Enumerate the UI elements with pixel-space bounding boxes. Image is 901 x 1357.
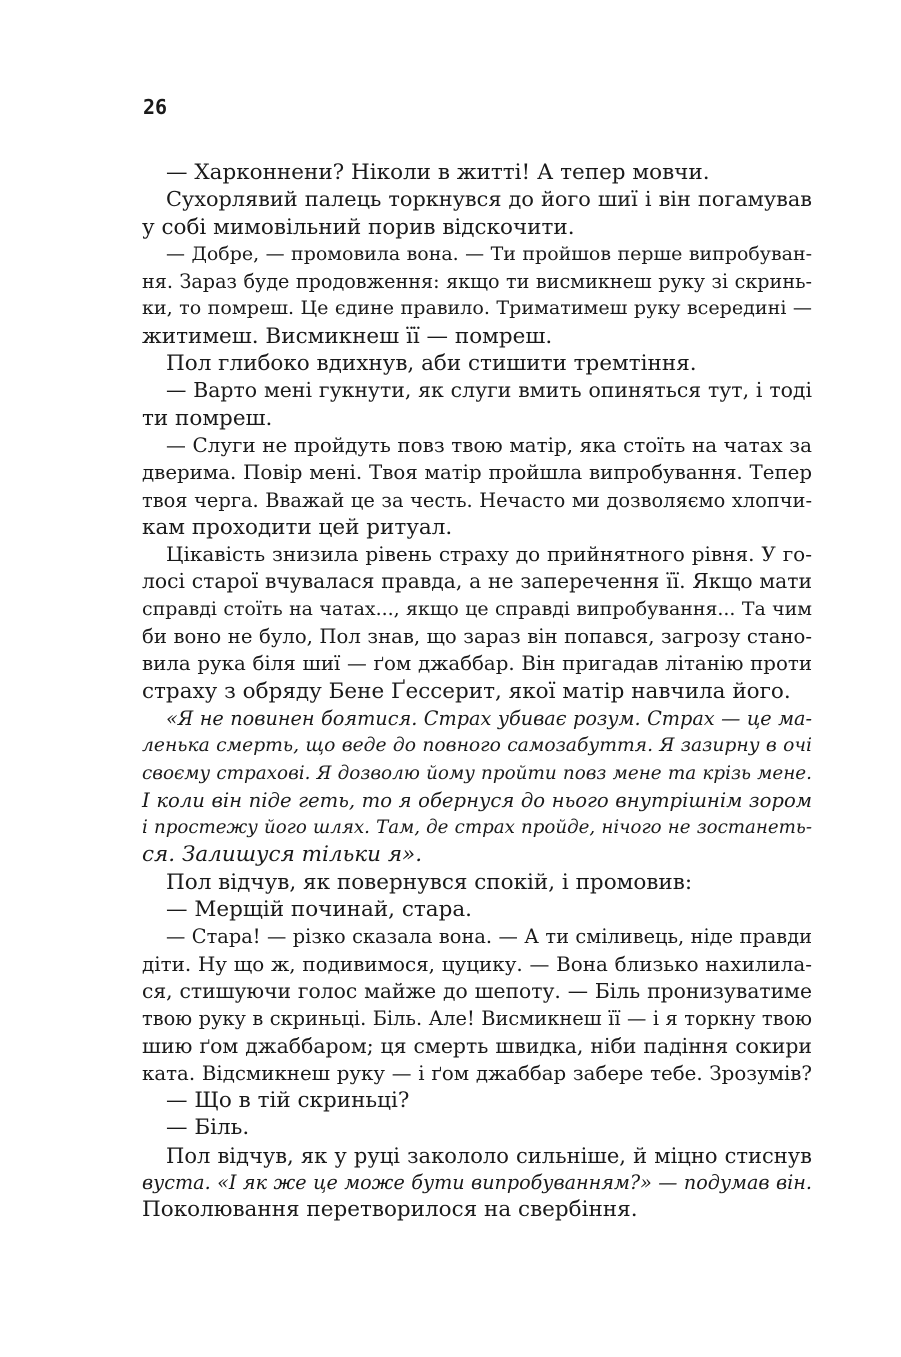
text-line: вила рука біля шиї — ґом джаббар. Він пригадав літанію проти bbox=[142, 652, 812, 676]
text-line: би воно не було, Пол знав, що зараз він попався, загрозу стано- bbox=[142, 625, 812, 649]
text-line: у собі мимовільний порив відскочити. bbox=[142, 214, 575, 240]
text-line: твоя черга. Вважай це за честь. Нечасто ми дозволяємо хлопчи- bbox=[142, 488, 812, 512]
text-line: лосі старої вчувалася правда, а не заперечення її. Якщо мати bbox=[142, 569, 812, 594]
text-line: ся, стишуючи голос майже до шепоту. — Біль пронизуватиме bbox=[142, 978, 812, 1003]
text-line: і простежу його шлях. Там, де страх пройде, нічого не зостанеть- bbox=[142, 817, 812, 839]
text-segment: » — подумав він. bbox=[640, 1170, 812, 1194]
text-line: — Біль. bbox=[166, 1115, 250, 1141]
text-line: — Що в тій скриньці? bbox=[166, 1088, 410, 1114]
text-line: дверима. Повір мені. Твоя матір пройшла випробування. Тепер bbox=[142, 461, 812, 485]
text-line: діти. Ну що ж, подивимося, цуцику. — Вона близько нахилила- bbox=[142, 952, 812, 976]
text-line: Сухорлявий палець торкнувся до його шиї і він погамував bbox=[166, 187, 812, 212]
text-line bbox=[142, 1169, 812, 1196]
text-segment: вуста. « bbox=[142, 1170, 229, 1194]
text-line: ти помреш. bbox=[142, 405, 273, 431]
text-line: — Харконнени? Ніколи в житті! А тепер мовчи. bbox=[166, 160, 710, 185]
text-line: твою руку в скриньці. Біль. Але! Висмикнеш її — і я торкну твою bbox=[142, 1007, 812, 1031]
text-line: — Варто мені гукнути, як слуги вмить опиняться тут, і тоді bbox=[166, 378, 812, 403]
text-line: ня. Зараз буде продовження: якщо ти висмикнеш руку зі скринь- bbox=[142, 270, 812, 294]
text-line: кам проходити цей ритуал. bbox=[142, 514, 453, 540]
page-number: 26 bbox=[143, 95, 168, 119]
text-line: Пол глибоко вдихнув, аби стишити тремтіння. bbox=[166, 351, 697, 377]
text-line: — Добре, — промовила вона. — Ти пройшов перше випробуван- bbox=[166, 242, 812, 265]
text-line: — Мерщій починай, стара. bbox=[166, 897, 472, 923]
text-line: шию ґом джаббаром; ця смерть швидка, ніби падіння сокири bbox=[142, 1033, 812, 1058]
text-line: Пол відчув, як повернувся спокій, і промовив: bbox=[166, 869, 693, 895]
text-line: ленька смерть, що веде до повного самозабуття. Я зазирну в очі bbox=[142, 735, 812, 757]
text-line: страху з обряду Бене Ґессерит, якої матір навчила його. bbox=[142, 678, 791, 704]
text-line: своєму страхові. Я дозволю йому пройти повз мене та крізь мене. bbox=[142, 762, 812, 784]
text-line: ки, то помреш. Це єдине правило. Триматимеш руку всередині — bbox=[142, 297, 812, 320]
text-line: — Стара! — різко сказала вона. — А ти сміливець, ніде правди bbox=[166, 925, 812, 949]
text-line: житимеш. Висмикнеш її — помреш. bbox=[142, 323, 553, 349]
body-text bbox=[142, 159, 812, 1224]
italic-segment: І як же це може бути випробуванням? bbox=[228, 1170, 641, 1194]
text-line: «Я не повинен боятися. Страх убиває розум. Страх — це ма- bbox=[166, 706, 812, 730]
text-line: І коли він піде геть, то я обернуся до нього внутрішнім зором bbox=[142, 788, 812, 812]
text-line: справді стоїть на чатах..., якщо це справді випробування... Та чим bbox=[142, 597, 812, 620]
text-line: Пол відчув, як у руці закололо сильніше, й міцно стиснув bbox=[166, 1142, 812, 1168]
text-line: Поколювання перетворилося на свербіння. bbox=[142, 1197, 638, 1223]
text-line: — Слуги не пройдуть повз твою матір, яка стоїть на чатах за bbox=[166, 433, 812, 457]
text-line: ката. Відсмикнеш руку — і ґом джаббар забере тебе. Зрозумів? bbox=[142, 1061, 812, 1085]
text-line: ся. Залишуся тільки я». bbox=[142, 842, 423, 868]
text-line: Цікавість знизила рівень страху до прийнятного рівня. У го- bbox=[166, 542, 812, 567]
